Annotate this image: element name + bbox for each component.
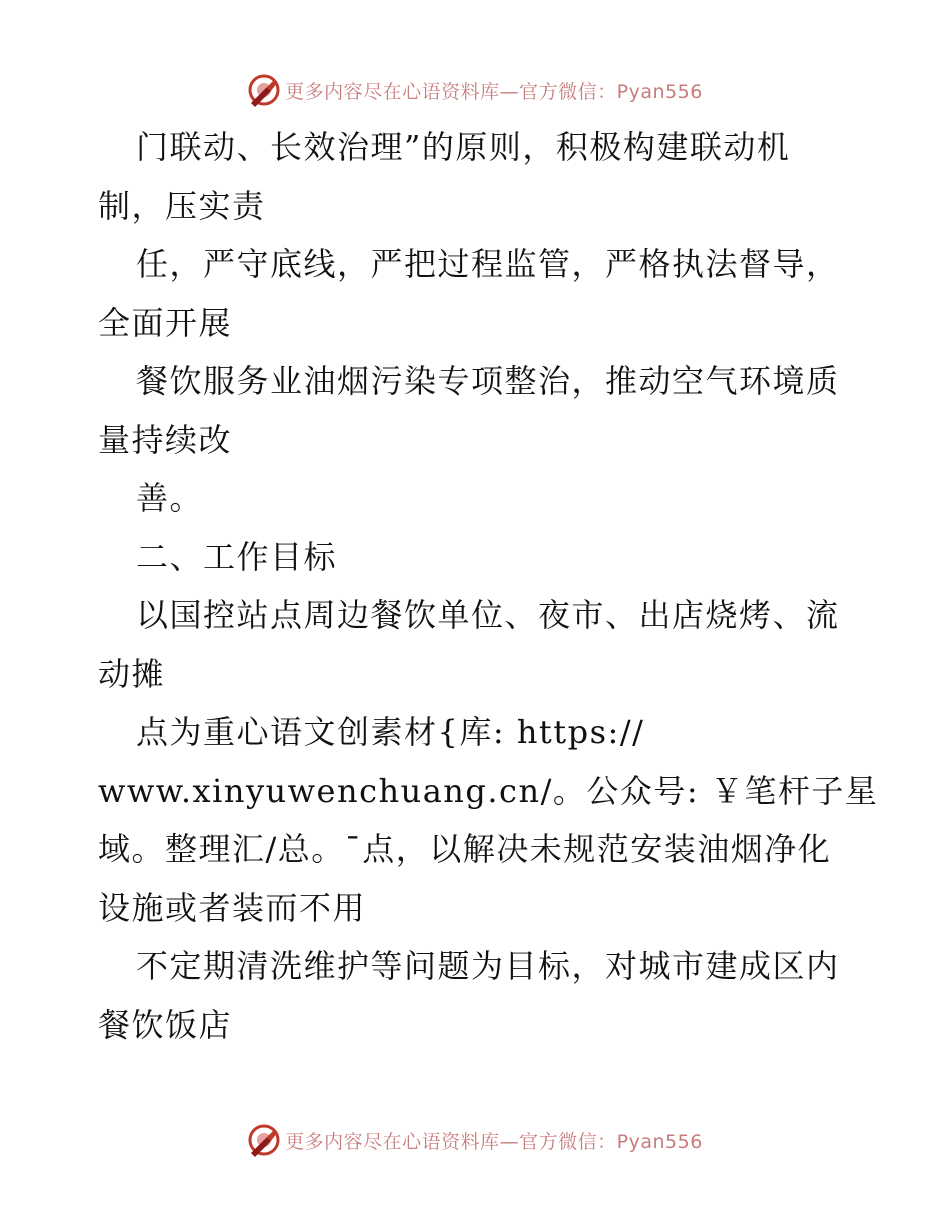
body-line: 餐饮饭店 (98, 1005, 233, 1044)
footer-banner-handle: Pyan556 (616, 1130, 703, 1153)
body-line: 门联动、长效治理”的原则，积极构建联动机 (136, 128, 791, 166)
header-banner-handle: Pyan556 (616, 80, 703, 103)
body-line: 餐饮服务业油烟污染专项整治，推动空气环境质 (136, 362, 840, 400)
section-heading: 二、工作目标 (136, 537, 338, 576)
body-line: 量持续改 (98, 420, 233, 459)
document-body (98, 118, 879, 1054)
body-line: 点为重心语文创素材{库: https:// (136, 713, 645, 751)
body-line: 制，压实责 (98, 186, 266, 225)
pen-logo-icon (247, 1123, 281, 1157)
body-line: 任，严守底线，严把过程监管，严格执法督导， (136, 245, 840, 283)
header-watermark-banner (0, 70, 950, 110)
footer-banner-text: 更多内容尽在心语资料库—官方微信： (285, 1130, 617, 1153)
body-line: www.xinyuwenchuang.cn/。公众号: ￥笔杆子星 (98, 771, 879, 810)
body-line: 动摊 (98, 654, 166, 693)
body-line: 以国控站点周边餐饮单位、夜市、出店烧烤、流 (136, 596, 840, 634)
body-line: 域。整理汇/总。¯点，以解决未规范安装油烟净化 (98, 830, 832, 868)
body-line: 全面开展 (98, 303, 233, 342)
header-banner-text: 更多内容尽在心语资料库—官方微信： (285, 80, 617, 103)
body-line: 善。 (136, 479, 204, 517)
footer-watermark-banner (0, 1120, 950, 1160)
body-line: 设施或者装而不用 (98, 888, 367, 927)
body-line: 不定期清洗维护等问题为目标，对城市建成区内 (136, 947, 840, 985)
pen-logo-icon (247, 73, 281, 107)
